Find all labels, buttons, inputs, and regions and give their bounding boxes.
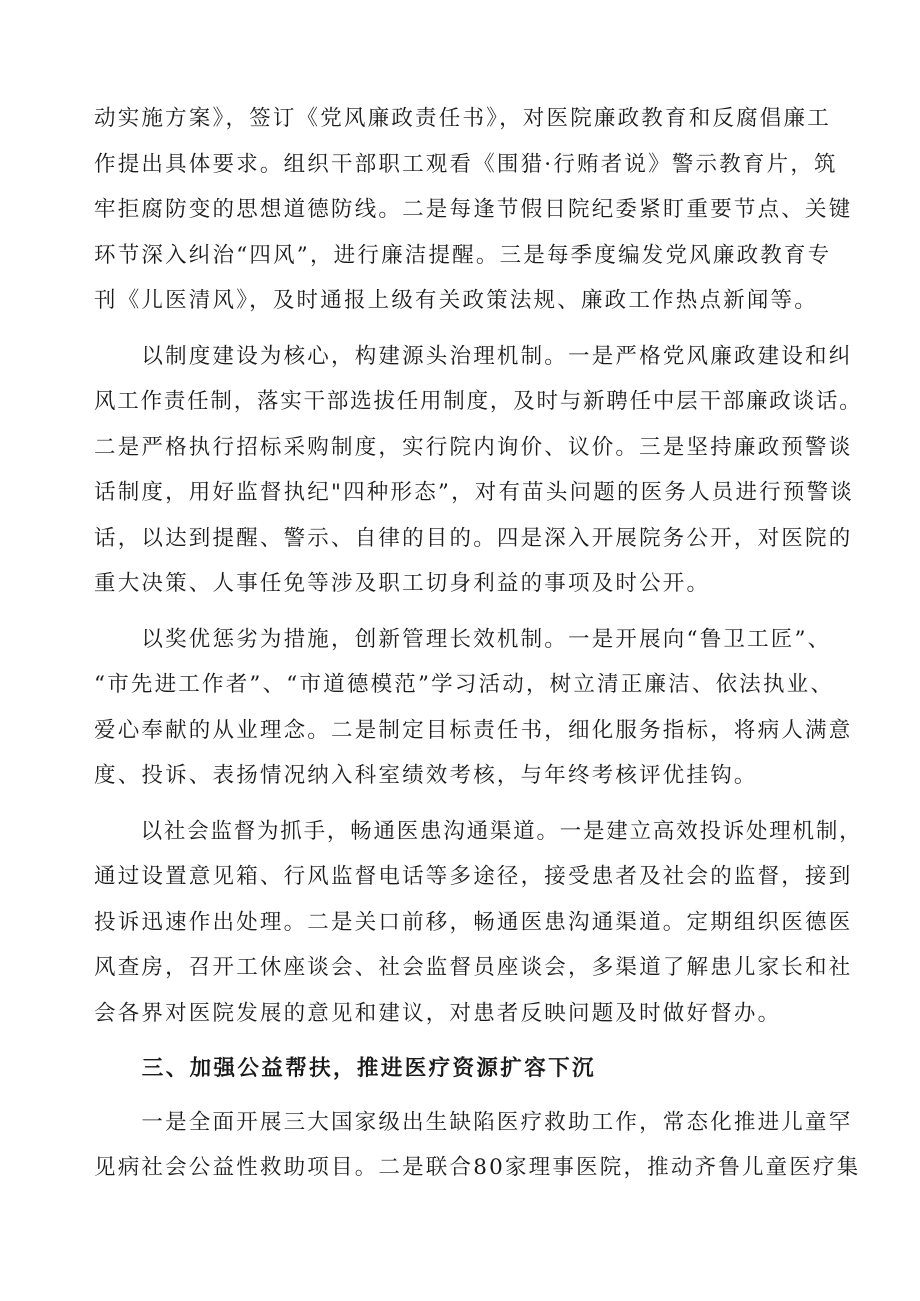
text-line: 以奖优惩劣为措施，创新管理长效机制。一是开展向“鲁卫工匠”、 (94, 626, 832, 652)
text-line: 会各界对医院发展的意见和建议，对患者反映问题及时做好督办。 (94, 1000, 782, 1026)
text-line: 风工作责任制，落实干部选拔任用制度，及时与新聘任中层干部廉政谈话。 (94, 389, 863, 414)
section-heading-text: 三、加强公益帮扶，推进医疗资源扩容下沉 (94, 1056, 596, 1081)
paragraph-rewards-penalties (94, 617, 864, 799)
text-line: 以社会监督为抓手，畅通医患沟通渠道。一是建立高效投诉处理机制， (94, 818, 863, 844)
text-line: 牢拒腐防变的思想道德防线。二是每逢节假日院纪委紧盯重要节点、关键 (94, 197, 853, 222)
text-line: 二是严格执行招标采购制度，实行院内询价、议价。三是坚持廉政预警谈 (94, 434, 853, 460)
text-line: 投诉迅速作出处理。二是关口前移，畅通医患沟通渠道。定期组织医德医 (94, 909, 853, 935)
text-line: 见病社会公益性救助项目。二是联合80家理事医院，推动齐鲁儿童医疗集 (94, 1155, 861, 1180)
text-line: 刊《儿医清风》，及时通报上级有关政策法规、廉政工作热点新闻等。 (94, 288, 818, 313)
text-line: 以制度建设为核心，构建源头治理机制。一是严格党风廉政建设和纠 (94, 343, 853, 369)
text-line: 爱心奉献的从业理念。二是制定目标责任书，细化服务指标，将病人满意 (94, 717, 853, 743)
text-line: 动实施方案》，签订《党风廉政责任书》，对医院廉政教育和反腐倡廉工 (94, 106, 831, 131)
text-line: 环节深入纠治“四风”，进行廉洁提醒。三是每季度编发党风廉政教育专 (94, 242, 832, 268)
text-line: 通过设置意见箱、行风监督电话等多途径，接受患者及社会的监督，接到 (94, 864, 853, 889)
paragraph-anticorruption-education (94, 96, 864, 324)
text-line: 度、投诉、表扬情况纳入科室绩效考核，与年终考核评优挂钩。 (94, 763, 758, 788)
paragraph-institution-building (94, 334, 864, 607)
text-line: 重大决策、人事任免等涉及职工切身利益的事项及时公开。 (94, 571, 711, 596)
paragraph-public-welfare (94, 1100, 864, 1191)
text-line: 风查房，召开工休座谈会、社会监督员座谈会，多渠道了解患儿家长和社 (94, 955, 853, 980)
text-line: “市先进工作者”、“市道德模范”学习活动，树立清正廉洁、依法执业、 (94, 672, 835, 697)
text-line: 一是全面开展三大国家级出生缺陷医疗救助工作，常态化推进儿童罕 (94, 1109, 853, 1135)
text-line: 作提出具体要求。组织干部职工观看《围猎·行贿者说》警示教育片，筑 (94, 151, 838, 177)
text-line: 话，以达到提醒、警示、自律的目的。四是深入开展院务公开，对医院的 (94, 525, 853, 551)
document-body (94, 96, 864, 1201)
paragraph-social-supervision (94, 809, 864, 1037)
section-heading (94, 1046, 864, 1092)
text-line: 话制度，用好监督执纪"四种形态”，对有苗头问题的医务人员进行预警谈 (94, 480, 854, 505)
